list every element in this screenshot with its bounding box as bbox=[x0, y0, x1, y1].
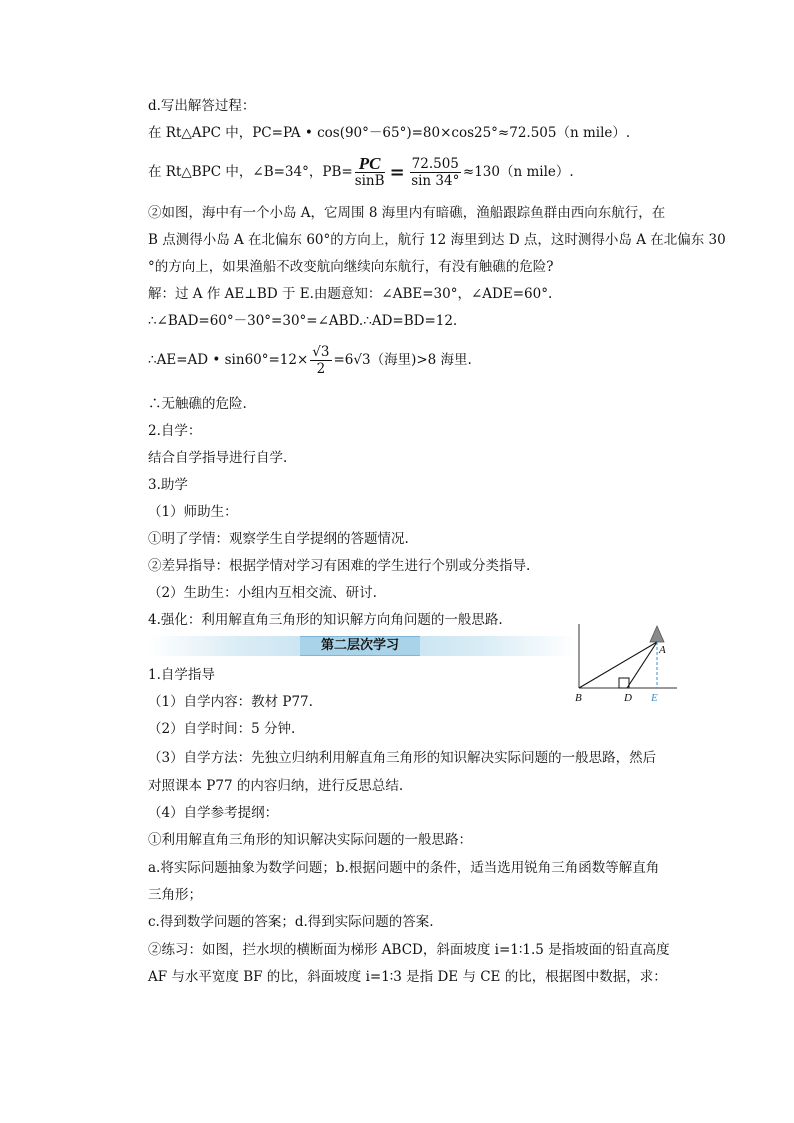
formula-prefix: 在 Rt△BPC 中，∠B=34°，PB= bbox=[148, 164, 353, 180]
text-line: 解：过 A 作 AE⊥BD 于 E.由题意知：∠ABE=30°，∠ADE=60°. bbox=[148, 286, 553, 302]
section-banner-label: 第二层次学习 bbox=[300, 636, 420, 656]
formula-prefix: ∴AE=AD • sin60°=12× bbox=[148, 352, 309, 368]
text-line: （1）自学内容：教材 P77. bbox=[148, 694, 313, 710]
text-line: 3.助学 bbox=[148, 477, 188, 493]
fraction-pc-sinb bbox=[355, 156, 385, 189]
text-line: ∴∠BAD=60°－30°=30°=∠ABD.∴AD=BD=12. bbox=[148, 313, 458, 329]
text-line: 结合自学指导进行自学. bbox=[148, 450, 288, 466]
formula-suffix: ≈130（n mile）. bbox=[462, 164, 574, 180]
fraction-denominator: sin 34° bbox=[411, 173, 460, 189]
island-diagram bbox=[573, 620, 681, 710]
formula-line-pb bbox=[148, 154, 574, 190]
text-line: （1）师助生： bbox=[148, 504, 238, 520]
text-line: ∴无触礁的危险. bbox=[148, 396, 247, 412]
text-line: （4）自学参考提纲： bbox=[148, 805, 279, 821]
text-line: B 点测得小岛 A 在北偏东 60°的方向上，航行 12 海里到达 D 点，这时测得小岛 A 在北偏东 30 bbox=[148, 232, 726, 248]
label-d: D bbox=[624, 692, 632, 704]
text-line: （3）自学方法：先独立归纳利用解直角三角形的知识解决实际问题的一般思路，然后 bbox=[148, 750, 657, 766]
text-line: 4.强化：利用解直角三角形的知识解方向角问题的一般思路. bbox=[148, 612, 503, 628]
text-line: （2）自学时间：5 分钟. bbox=[148, 721, 296, 737]
fraction-root3-over-2 bbox=[310, 344, 331, 377]
text-line: d.写出解答过程： bbox=[148, 98, 256, 114]
fraction-numerator: 72.505 bbox=[411, 156, 459, 172]
formula-suffix: =6√3（海里)>8 海里. bbox=[333, 352, 472, 368]
text-line: a.将实际问题抽象为数学问题；b.根据问题中的条件，适当选用锐角三角函数等解直角 bbox=[148, 860, 660, 876]
section-banner bbox=[148, 636, 576, 656]
fraction-denominator: sinB bbox=[354, 173, 385, 189]
segment-ba bbox=[579, 642, 657, 688]
fraction-value bbox=[410, 156, 461, 189]
text-line: 对照课本 P77 的内容归纳，进行反思总结. bbox=[148, 778, 404, 794]
fraction-numerator: PC bbox=[355, 156, 385, 173]
label-b: B bbox=[575, 692, 582, 704]
fraction-denominator: 2 bbox=[316, 361, 326, 377]
text-line: ①利用解直角三角形的知识解决实际问题的一般思路： bbox=[148, 832, 472, 848]
text-line: ①明了学情：观察学生自学提纲的答题情况. bbox=[148, 531, 409, 547]
text-line: （2）生助生：小组内互相交流、研讨. bbox=[148, 585, 377, 601]
text-line: ②差异指导：根据学情对学习有困难的学生进行个别或分类指导. bbox=[148, 558, 531, 574]
fraction-numerator: √3 bbox=[312, 344, 330, 360]
text-line: 三角形； bbox=[148, 887, 202, 903]
text-line: 在 Rt△APC 中，PC=PA • cos(90°－65°)=80×cos25°≈72.505（n mile）. bbox=[148, 125, 631, 141]
text-line: ②练习：如图，拦水坝的横断面为梯形 ABCD，斜面坡度 i=1∶1.5 是指坡面的铅直高度 bbox=[148, 942, 670, 958]
island-icon bbox=[650, 626, 664, 642]
text-line: °的方向上，如果渔船不改变航向继续向东航行，有没有触礁的危险? bbox=[148, 259, 554, 275]
label-e: E bbox=[651, 692, 658, 704]
text-line: c.得到数学问题的答案；d.得到实际问题的答案. bbox=[148, 914, 434, 930]
equals-sign: = bbox=[389, 161, 405, 183]
label-a: A bbox=[659, 644, 666, 656]
segment-da bbox=[627, 642, 657, 688]
formula-line-ae bbox=[148, 342, 472, 378]
text-line: 1.自学指导 bbox=[148, 667, 215, 683]
text-line: AF 与水平宽度 BF 的比，斜面坡度 i=1∶3 是指 DE 与 CE 的比，根据图中数据，求： bbox=[148, 969, 667, 985]
text-line: ②如图，海中有一个小岛 A，它周围 8 海里内有暗礁，渔船跟踪鱼群由西向东航行，在 bbox=[148, 205, 666, 221]
text-line: 2.自学： bbox=[148, 423, 202, 439]
